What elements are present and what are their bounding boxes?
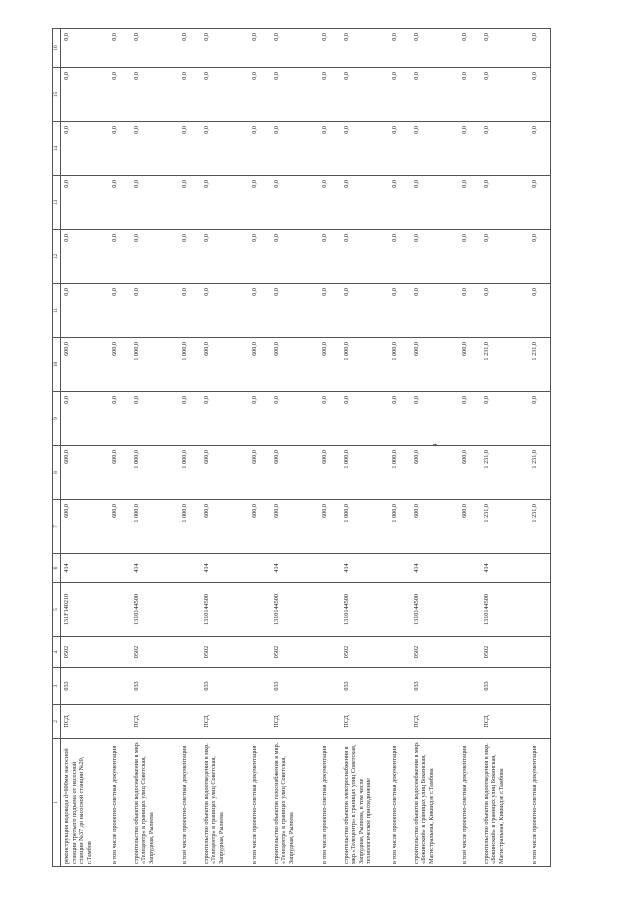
document-type-cell bbox=[107, 705, 131, 739]
amount-cell-col-7: 600,0 bbox=[411, 500, 457, 554]
amount-cell-col-13: 0,0 bbox=[411, 176, 457, 230]
column-number-row bbox=[53, 29, 61, 867]
amount-cell-col-12: 0,0 bbox=[317, 230, 341, 284]
amount-cell-col-16: 0,0 bbox=[177, 29, 201, 68]
object-row bbox=[131, 29, 177, 867]
object-description-cell: в том числе проектно-сметная документация bbox=[387, 739, 411, 867]
amount-cell-col-13: 0,0 bbox=[131, 176, 177, 230]
target-article-cell bbox=[247, 583, 271, 637]
amount-cell-col-12: 0,0 bbox=[341, 230, 387, 284]
expense-type-cell: 414 bbox=[411, 554, 457, 583]
amount-cell-col-10: 1 000,0 bbox=[177, 338, 201, 392]
amount-cell-col-14: 0,0 bbox=[247, 122, 271, 176]
target-article-cell: 1310144500 bbox=[341, 583, 387, 637]
amount-cell-col-15: 0,0 bbox=[341, 68, 387, 122]
expense-type-cell bbox=[317, 554, 341, 583]
document-type-cell: ПСД bbox=[131, 705, 177, 739]
amount-cell-col-12: 0,0 bbox=[131, 230, 177, 284]
amount-cell-col-7: 600,0 bbox=[247, 500, 271, 554]
amount-cell-col-8: 600,0 bbox=[457, 446, 481, 500]
object-description-cell: строительство объектов водоотведения в мкр. «Телецентр» в границах улиц Советская, Запрудная, Рылеева bbox=[201, 739, 247, 867]
amount-cell-col-16: 0,0 bbox=[411, 29, 457, 68]
column-number-14: 14 bbox=[53, 122, 61, 176]
target-article-cell bbox=[107, 583, 131, 637]
amount-cell-col-8: 1 000,0 bbox=[177, 446, 201, 500]
object-row bbox=[481, 29, 527, 867]
amount-cell-col-7: 1 000,0 bbox=[131, 500, 177, 554]
object-description-cell: строительство объектов водоотведения в мкр. «Бокинский» в границах улиц Бокинская, Магистральная, Киквидзе г.Тамбова bbox=[481, 739, 527, 867]
amount-cell-col-13: 0,0 bbox=[201, 176, 247, 230]
amount-cell-col-9: 0,0 bbox=[247, 392, 271, 446]
column-number-15: 15 bbox=[53, 68, 61, 122]
document-type-cell: ПСД bbox=[411, 705, 457, 739]
amount-cell-col-10: 600,0 bbox=[61, 338, 107, 392]
object-description-cell: строительство объектов водоснабжения в мкр. «Бокинский» в границах улиц Бокинская, Магистральная, Киквидзе г.Тамбова bbox=[411, 739, 457, 867]
amount-cell-col-7: 1 231,0 bbox=[527, 500, 551, 554]
document-type-cell: ПСД bbox=[61, 705, 107, 739]
amount-cell-col-10: 600,0 bbox=[411, 338, 457, 392]
amount-cell-col-8: 600,0 bbox=[61, 446, 107, 500]
expense-type-cell: 414 bbox=[341, 554, 387, 583]
object-row bbox=[411, 29, 457, 867]
budget-table-sheet bbox=[52, 29, 575, 867]
amount-cell-col-8: 1 000,0 bbox=[341, 446, 387, 500]
column-number-7: 7 bbox=[53, 500, 61, 554]
ministry-code-cell bbox=[317, 668, 341, 705]
document-type-cell: ПСД bbox=[481, 705, 527, 739]
amount-cell-col-14: 0,0 bbox=[457, 122, 481, 176]
amount-cell-col-8: 1 000,0 bbox=[387, 446, 411, 500]
amount-cell-col-11: 0,0 bbox=[527, 284, 551, 338]
amount-cell-col-15: 0,0 bbox=[481, 68, 527, 122]
column-number-9: 9 bbox=[53, 392, 61, 446]
amount-cell-col-11: 0,0 bbox=[481, 284, 527, 338]
amount-cell-col-9: 0,0 bbox=[387, 392, 411, 446]
amount-cell-col-13: 0,0 bbox=[107, 176, 131, 230]
object-description-cell: в том числе проектно-сметная документация bbox=[527, 739, 551, 867]
amount-cell-col-16: 0,0 bbox=[481, 29, 527, 68]
column-number-8: 8 bbox=[53, 446, 61, 500]
table-body bbox=[61, 29, 551, 867]
expense-type-cell: 414 bbox=[481, 554, 527, 583]
column-number-3: 3 bbox=[53, 668, 61, 705]
amount-cell-col-14: 0,0 bbox=[411, 122, 457, 176]
amount-cell-col-11: 0,0 bbox=[131, 284, 177, 338]
amount-cell-col-13: 0,0 bbox=[177, 176, 201, 230]
amount-cell-col-13: 0,0 bbox=[61, 176, 107, 230]
column-number-16: 16 bbox=[53, 29, 61, 68]
amount-cell-col-15: 0,0 bbox=[247, 68, 271, 122]
target-article-cell bbox=[457, 583, 481, 637]
ministry-code-cell bbox=[527, 668, 551, 705]
amount-cell-col-10: 600,0 bbox=[317, 338, 341, 392]
target-article-cell bbox=[317, 583, 341, 637]
amount-cell-col-13: 0,0 bbox=[271, 176, 317, 230]
amount-cell-col-13: 0,0 bbox=[247, 176, 271, 230]
amount-cell-col-15: 0,0 bbox=[387, 68, 411, 122]
document-type-cell: ПСД bbox=[341, 705, 387, 739]
section-code-cell: 0502 bbox=[61, 637, 107, 668]
amount-cell-col-11: 0,0 bbox=[177, 284, 201, 338]
amount-cell-col-10: 600,0 bbox=[457, 338, 481, 392]
section-code-cell: 0502 bbox=[271, 637, 317, 668]
amount-cell-col-15: 0,0 bbox=[457, 68, 481, 122]
amount-cell-col-9: 0,0 bbox=[61, 392, 107, 446]
amount-cell-col-11: 0,0 bbox=[341, 284, 387, 338]
amount-cell-col-14: 0,0 bbox=[387, 122, 411, 176]
amount-cell-col-15: 0,0 bbox=[107, 68, 131, 122]
amount-cell-col-13: 0,0 bbox=[341, 176, 387, 230]
column-number-11: 11 bbox=[53, 284, 61, 338]
target-article-cell: 1310144500 bbox=[411, 583, 457, 637]
amount-cell-col-11: 0,0 bbox=[457, 284, 481, 338]
amount-cell-col-14: 0,0 bbox=[201, 122, 247, 176]
amount-cell-col-10: 600,0 bbox=[247, 338, 271, 392]
amount-cell-col-12: 0,0 bbox=[177, 230, 201, 284]
amount-cell-col-10: 600,0 bbox=[201, 338, 247, 392]
amount-cell-col-11: 0,0 bbox=[61, 284, 107, 338]
subtotal-row bbox=[387, 29, 411, 867]
amount-cell-col-9: 0,0 bbox=[341, 392, 387, 446]
amount-cell-col-15: 0,0 bbox=[271, 68, 317, 122]
amount-cell-col-11: 0,0 bbox=[107, 284, 131, 338]
page-number: 4 bbox=[433, 443, 439, 447]
target-article-cell bbox=[177, 583, 201, 637]
target-article-cell: 1310144500 bbox=[201, 583, 247, 637]
expense-type-cell bbox=[177, 554, 201, 583]
expense-type-cell bbox=[387, 554, 411, 583]
object-row bbox=[341, 29, 387, 867]
amount-cell-col-7: 600,0 bbox=[271, 500, 317, 554]
object-row bbox=[61, 29, 107, 867]
amount-cell-col-7: 600,0 bbox=[107, 500, 131, 554]
section-code-cell: 0502 bbox=[131, 637, 177, 668]
object-description-cell: в том числе проектно-сметная документация bbox=[317, 739, 341, 867]
document-type-cell: ПСД bbox=[271, 705, 317, 739]
amount-cell-col-9: 0,0 bbox=[527, 392, 551, 446]
amount-cell-col-11: 0,0 bbox=[247, 284, 271, 338]
ministry-code-cell bbox=[177, 668, 201, 705]
amount-cell-col-14: 0,0 bbox=[177, 122, 201, 176]
amount-cell-col-16: 0,0 bbox=[387, 29, 411, 68]
amount-cell-col-9: 0,0 bbox=[271, 392, 317, 446]
amount-cell-col-8: 1 000,0 bbox=[131, 446, 177, 500]
amount-cell-col-9: 0,0 bbox=[201, 392, 247, 446]
expense-type-cell bbox=[527, 554, 551, 583]
object-row bbox=[271, 29, 317, 867]
amount-cell-col-12: 0,0 bbox=[457, 230, 481, 284]
amount-cell-col-16: 0,0 bbox=[527, 29, 551, 68]
target-article-cell: 1310144500 bbox=[131, 583, 177, 637]
ministry-code-cell: 033 bbox=[411, 668, 457, 705]
amount-cell-col-15: 0,0 bbox=[61, 68, 107, 122]
document-type-cell bbox=[247, 705, 271, 739]
target-article-cell: 1310144500 bbox=[271, 583, 317, 637]
expense-type-cell bbox=[457, 554, 481, 583]
amount-cell-col-7: 1 231,0 bbox=[481, 500, 527, 554]
ministry-code-cell bbox=[387, 668, 411, 705]
ministry-code-cell: 033 bbox=[131, 668, 177, 705]
amount-cell-col-11: 0,0 bbox=[201, 284, 247, 338]
amount-cell-col-11: 0,0 bbox=[271, 284, 317, 338]
amount-cell-col-9: 0,0 bbox=[411, 392, 457, 446]
expense-type-cell: 414 bbox=[131, 554, 177, 583]
amount-cell-col-9: 0,0 bbox=[457, 392, 481, 446]
document-type-cell bbox=[177, 705, 201, 739]
section-code-cell: 0502 bbox=[481, 637, 527, 668]
ministry-code-cell: 033 bbox=[271, 668, 317, 705]
target-article-cell bbox=[387, 583, 411, 637]
amount-cell-col-12: 0,0 bbox=[107, 230, 131, 284]
object-description-cell: строительство объектов водоснабжения в мкр. «Телецентр» в границах улиц Советская, Запрудная, Рылеева bbox=[131, 739, 177, 867]
amount-cell-col-16: 0,0 bbox=[271, 29, 317, 68]
ministry-code-cell: 033 bbox=[201, 668, 247, 705]
amount-cell-col-10: 1 000,0 bbox=[387, 338, 411, 392]
amount-cell-col-7: 600,0 bbox=[201, 500, 247, 554]
expense-type-cell bbox=[107, 554, 131, 583]
amount-cell-col-16: 0,0 bbox=[61, 29, 107, 68]
object-description-cell: строительство объектов электроснабжения в мкр.«Телецентр» в границах улиц Советская, Запрудная, Рылеева, в том числе технологическое присоединение bbox=[341, 739, 387, 867]
amount-cell-col-8: 600,0 bbox=[107, 446, 131, 500]
amount-cell-col-9: 0,0 bbox=[131, 392, 177, 446]
column-number-12: 12 bbox=[53, 230, 61, 284]
amount-cell-col-15: 0,0 bbox=[177, 68, 201, 122]
ministry-code-cell bbox=[107, 668, 131, 705]
document-type-cell bbox=[527, 705, 551, 739]
column-number-5: 5 bbox=[53, 583, 61, 637]
amount-cell-col-14: 0,0 bbox=[527, 122, 551, 176]
amount-cell-col-10: 600,0 bbox=[271, 338, 317, 392]
document-type-cell bbox=[457, 705, 481, 739]
amount-cell-col-8: 600,0 bbox=[317, 446, 341, 500]
amount-cell-col-8: 600,0 bbox=[411, 446, 457, 500]
section-code-cell: 0502 bbox=[201, 637, 247, 668]
amount-cell-col-10: 1 231,0 bbox=[527, 338, 551, 392]
amount-cell-col-12: 0,0 bbox=[411, 230, 457, 284]
object-description-cell: в том числе проектно-сметная документация bbox=[457, 739, 481, 867]
amount-cell-col-15: 0,0 bbox=[317, 68, 341, 122]
amount-cell-col-13: 0,0 bbox=[527, 176, 551, 230]
column-number-1: 1 bbox=[53, 739, 61, 867]
section-code-cell bbox=[457, 637, 481, 668]
amount-cell-col-7: 1 000,0 bbox=[387, 500, 411, 554]
amount-cell-col-14: 0,0 bbox=[107, 122, 131, 176]
subtotal-row bbox=[177, 29, 201, 867]
subtotal-row bbox=[247, 29, 271, 867]
amount-cell-col-9: 0,0 bbox=[317, 392, 341, 446]
object-description-cell: реконструкция водовода d=600мм насосной станции третьего подъема от насосной станции №37 до насосной станции №20, г.Тамбов bbox=[61, 739, 107, 867]
section-code-cell: 0502 bbox=[341, 637, 387, 668]
budget-table bbox=[52, 28, 551, 867]
amount-cell-col-16: 0,0 bbox=[201, 29, 247, 68]
ministry-code-cell bbox=[457, 668, 481, 705]
amount-cell-col-16: 0,0 bbox=[341, 29, 387, 68]
expense-type-cell: 414 bbox=[201, 554, 247, 583]
ministry-code-cell bbox=[247, 668, 271, 705]
amount-cell-col-14: 0,0 bbox=[61, 122, 107, 176]
section-code-cell bbox=[107, 637, 131, 668]
amount-cell-col-7: 600,0 bbox=[317, 500, 341, 554]
document-type-cell: ПСД bbox=[201, 705, 247, 739]
amount-cell-col-12: 0,0 bbox=[247, 230, 271, 284]
amount-cell-col-12: 0,0 bbox=[201, 230, 247, 284]
column-number-2: 2 bbox=[53, 705, 61, 739]
amount-cell-col-10: 1 000,0 bbox=[131, 338, 177, 392]
amount-cell-col-14: 0,0 bbox=[271, 122, 317, 176]
amount-cell-col-13: 0,0 bbox=[481, 176, 527, 230]
target-article-cell bbox=[527, 583, 551, 637]
amount-cell-col-10: 1 231,0 bbox=[481, 338, 527, 392]
amount-cell-col-11: 0,0 bbox=[317, 284, 341, 338]
amount-cell-col-16: 0,0 bbox=[107, 29, 131, 68]
column-number-13: 13 bbox=[53, 176, 61, 230]
amount-cell-col-12: 0,0 bbox=[271, 230, 317, 284]
amount-cell-col-16: 0,0 bbox=[457, 29, 481, 68]
amount-cell-col-14: 0,0 bbox=[131, 122, 177, 176]
amount-cell-col-12: 0,0 bbox=[61, 230, 107, 284]
amount-cell-col-8: 600,0 bbox=[201, 446, 247, 500]
document-type-cell bbox=[317, 705, 341, 739]
target-article-cell: 131F140210 bbox=[61, 583, 107, 637]
rotated-page bbox=[52, 29, 575, 867]
amount-cell-col-10: 1 000,0 bbox=[341, 338, 387, 392]
expense-type-cell: 414 bbox=[271, 554, 317, 583]
amount-cell-col-12: 0,0 bbox=[527, 230, 551, 284]
subtotal-row bbox=[107, 29, 131, 867]
expense-type-cell: 414 bbox=[61, 554, 107, 583]
column-number-6: 6 bbox=[53, 554, 61, 583]
amount-cell-col-13: 0,0 bbox=[457, 176, 481, 230]
amount-cell-col-15: 0,0 bbox=[201, 68, 247, 122]
column-number-4: 4 bbox=[53, 637, 61, 668]
subtotal-row bbox=[457, 29, 481, 867]
object-description-cell: в том числе проектно-сметная документация bbox=[247, 739, 271, 867]
amount-cell-col-12: 0,0 bbox=[481, 230, 527, 284]
amount-cell-col-14: 0,0 bbox=[317, 122, 341, 176]
amount-cell-col-15: 0,0 bbox=[527, 68, 551, 122]
subtotal-row bbox=[527, 29, 551, 867]
amount-cell-col-8: 600,0 bbox=[271, 446, 317, 500]
object-row bbox=[201, 29, 247, 867]
amount-cell-col-9: 0,0 bbox=[481, 392, 527, 446]
amount-cell-col-8: 1 231,0 bbox=[527, 446, 551, 500]
amount-cell-col-7: 600,0 bbox=[61, 500, 107, 554]
section-code-cell bbox=[527, 637, 551, 668]
amount-cell-col-16: 0,0 bbox=[317, 29, 341, 68]
amount-cell-col-9: 0,0 bbox=[177, 392, 201, 446]
object-description-cell: строительство объектов газоснабжения в мкр. «Телецентр» в границах улиц Советская, Запрудная, Рылеева bbox=[271, 739, 317, 867]
ministry-code-cell: 033 bbox=[481, 668, 527, 705]
document-type-cell bbox=[387, 705, 411, 739]
section-code-cell: 0502 bbox=[411, 637, 457, 668]
target-article-cell: 1310144500 bbox=[481, 583, 527, 637]
amount-cell-col-11: 0,0 bbox=[387, 284, 411, 338]
section-code-cell bbox=[247, 637, 271, 668]
amount-cell-col-7: 600,0 bbox=[457, 500, 481, 554]
amount-cell-col-8: 1 231,0 bbox=[481, 446, 527, 500]
section-code-cell bbox=[317, 637, 341, 668]
amount-cell-col-7: 1 000,0 bbox=[177, 500, 201, 554]
amount-cell-col-16: 0,0 bbox=[247, 29, 271, 68]
amount-cell-col-8: 600,0 bbox=[247, 446, 271, 500]
amount-cell-col-11: 0,0 bbox=[411, 284, 457, 338]
object-description-cell: в том числе проектно-сметная документация bbox=[107, 739, 131, 867]
amount-cell-col-7: 1 000,0 bbox=[341, 500, 387, 554]
section-code-cell bbox=[177, 637, 201, 668]
ministry-code-cell: 033 bbox=[61, 668, 107, 705]
column-number-10: 10 bbox=[53, 338, 61, 392]
amount-cell-col-14: 0,0 bbox=[341, 122, 387, 176]
amount-cell-col-15: 0,0 bbox=[131, 68, 177, 122]
object-description-cell: в том числе проектно-сметная документация bbox=[177, 739, 201, 867]
amount-cell-col-16: 0,0 bbox=[131, 29, 177, 68]
expense-type-cell bbox=[247, 554, 271, 583]
subtotal-row bbox=[317, 29, 341, 867]
amount-cell-col-9: 0,0 bbox=[107, 392, 131, 446]
ministry-code-cell: 033 bbox=[341, 668, 387, 705]
amount-cell-col-13: 0,0 bbox=[387, 176, 411, 230]
amount-cell-col-14: 0,0 bbox=[481, 122, 527, 176]
section-code-cell bbox=[387, 637, 411, 668]
amount-cell-col-12: 0,0 bbox=[387, 230, 411, 284]
amount-cell-col-15: 0,0 bbox=[411, 68, 457, 122]
amount-cell-col-10: 600,0 bbox=[107, 338, 131, 392]
amount-cell-col-13: 0,0 bbox=[317, 176, 341, 230]
